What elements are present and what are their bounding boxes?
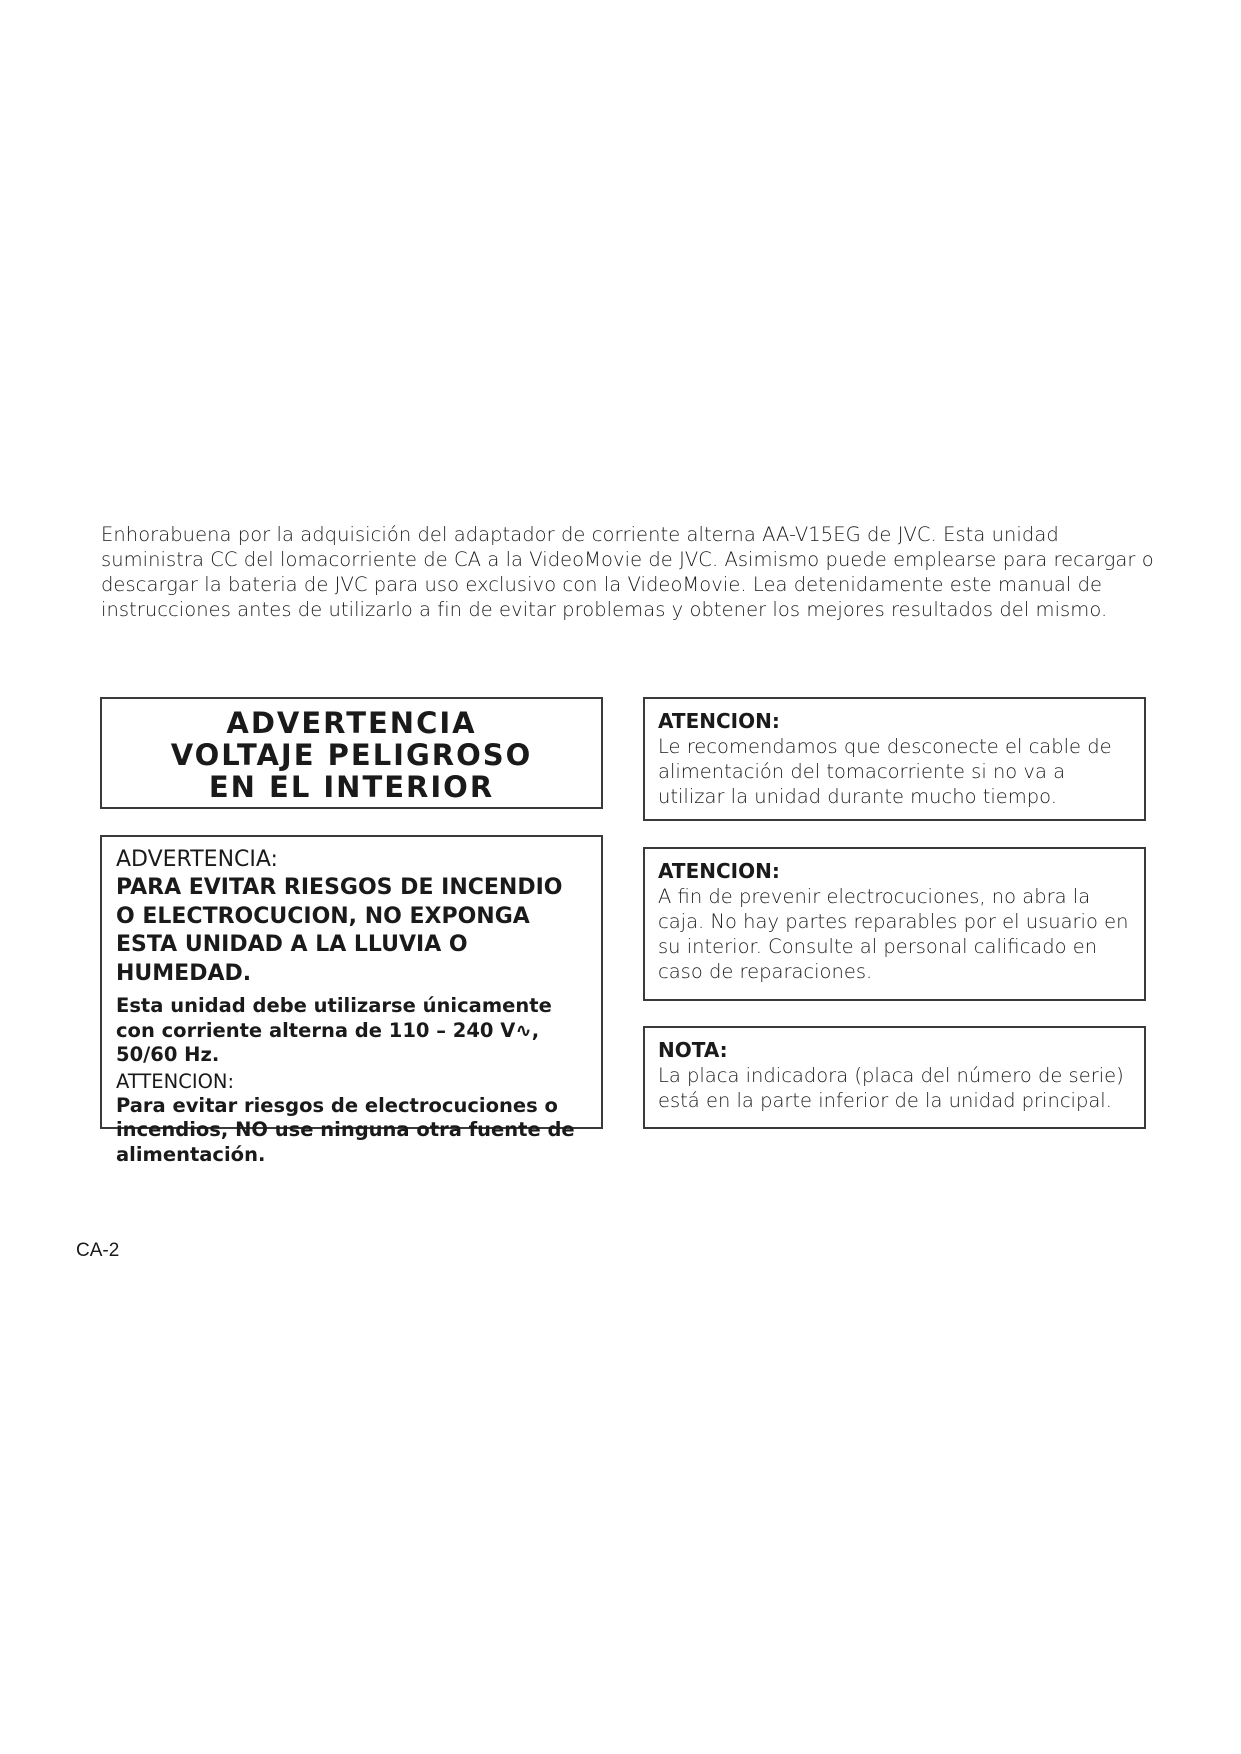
nota-text: La placa indicadora (placa del número de serie) está en la parte inferior de la unidad principal. xyxy=(658,1064,1124,1112)
atencion-unplug-box xyxy=(643,697,1146,821)
atencion-text-2: A fin de prevenir electrocuciones, no abra la caja. No hay partes reparables por el usuario en su interior. Consulte al personal calificado en caso de reparaciones. xyxy=(658,885,1129,983)
power-requirement-text: Esta unidad debe utilizarse únicamente con corriente alterna de 110 – 240 V∿, 50/60 Hz. xyxy=(116,994,552,1066)
warning-title: ADVERTENCIA: xyxy=(116,847,278,872)
atencion-title-1: ATENCION: xyxy=(658,709,780,733)
intro-paragraph: Enhorabuena por la adquisición del adaptador de corriente alterna AA-V15EG de JVC. Esta unidad suministra CC del lomacorriente de CA a la VideoMovie de JVC. Asimismo puede emplearse para recargar o descargar la bateria de JVC para uso exclusivo con la VideoMovie. Lea detenidamente este manual de instrucciones antes de utilizarlo a fin de evitar problemas y obtener los mejores resultados del mismo. xyxy=(101,523,1154,621)
danger-line-2: VOLTAJE PELIGROSO xyxy=(170,738,533,772)
atencion-title-2: ATENCION: xyxy=(658,859,780,883)
danger-line-1: ADVERTENCIA xyxy=(226,706,477,740)
atencion-shock-box xyxy=(643,847,1146,1001)
attention-subtitle: ATTENCION: xyxy=(116,1069,235,1093)
page-number: CA-2 xyxy=(76,1240,120,1261)
danger-line-3: EN EL INTERIOR xyxy=(208,770,495,804)
warning-caps-text: PARA EVITAR RIESGOS DE INCENDIO O ELECTROCUCION, NO EXPONGA ESTA UNIDAD A LA LLUVIA O HUMEDAD. xyxy=(116,875,563,986)
attention-subtext: Para evitar riesgos de electrocuciones o incendios, NO use ninguna otra fuente de alimentación. xyxy=(116,1093,575,1166)
atencion-text-1: Le recomendamos que desconecte el cable de alimentación del tomacorriente si no va a utilizar la unidad durante mucho tiempo. xyxy=(658,735,1112,808)
nota-title: NOTA: xyxy=(658,1038,728,1062)
danger-voltage-box xyxy=(100,697,603,809)
nota-box xyxy=(643,1026,1146,1129)
fire-warning-box xyxy=(100,835,603,1166)
